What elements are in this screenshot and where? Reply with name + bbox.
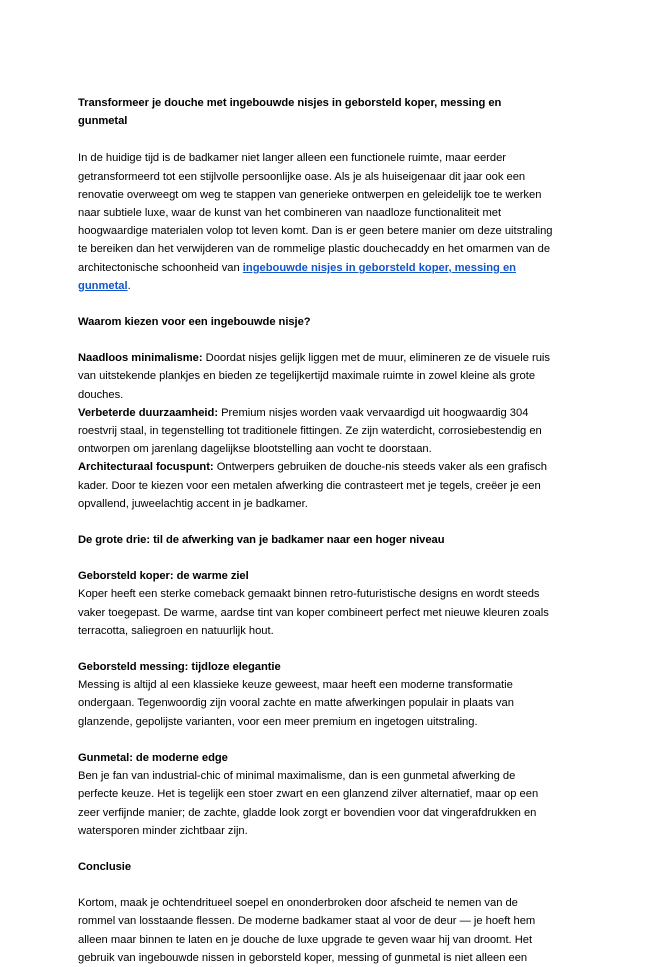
intro-text-part2: . (127, 279, 131, 292)
inline-link-ingebouwde-nisjes[interactable]: ingebouwde nisjes in geborsteld koper, messing en gunmetal (78, 261, 516, 292)
point-label: Architecturaal focuspunt: (78, 461, 214, 474)
point-naadloos-minimalisme (78, 349, 556, 404)
intro-text-part1: In de huidige tijd is de badkamer niet langer alleen een functionele ruimte, maar eerder getransformeerd tot een stijlvolle persoonlijke oase. Als je als huiseigenaar dit jaar ook een renovatie overweegt om weg te stappen van generieke ontwerpen en geleidelijk toe te werken naar subtiele luxe, waar de kunst van het combineren van naadloze functionaliteit met hoogwaardige materialen volop tot leven komt. Dan is er geen betere manier om deze uitstraling te bereiken dan het verwijderen van de rommelige plastic douchecaddy en het omarmen van de architectonische schoonheid van (78, 152, 553, 274)
heading-waarom-kiezen: Waarom kiezen voor een ingebouwde nisje? (78, 316, 311, 329)
intro-paragraph (78, 149, 556, 295)
point-text: Premium nisjes worden vaak vervaardigd uit hoogwaardig 304 roestvrij staal, in tegenstelling tot traditionele fittingen. Ze zijn waterdicht, corrosiebestendig en ontworpen om jarenlang dagelijkse blootstelling aan vocht te doorstaan. (78, 406, 542, 456)
point-architecturaal-focuspunt (78, 458, 556, 513)
point-verbeterde-duurzaamheid (78, 404, 556, 459)
page-title: Transformeer je douche met ingebouwde nisjes in geborsteld koper, messing en gunmetal (78, 97, 502, 128)
body-geborsteld-messing: Messing is altijd al een klassieke keuze geweest, maar heeft een moderne transformatie ondergaan. Tegenwoordig zijn vooral zachte en matte afwerkingen populair in plaats van glanzende, gepolijste varianten, voor een meer premium en ingetogen uitstraling. (78, 679, 514, 728)
point-label: Naadloos minimalisme: (78, 352, 203, 365)
item-geborsteld-koper (78, 567, 580, 640)
point-text: Doordat nisjes gelijk liggen met de muur, elimineren ze de visuele ruis van uitstekende plankjes en bieden ze tegelijkertijd maximale ruimte in zowel kleine als grote douches. (78, 352, 550, 401)
heading-de-grote-drie: De grote drie: til de afwerking van je badkamer naar een hoger niveau (78, 534, 445, 547)
item-gunmetal (78, 749, 580, 840)
body-gunmetal: Ben je fan van industrial-chic of minimal maximalisme, dan is een gunmetal afwerking de perfecte keuze. Het is tegelijk een stoer zwart en een glanzend zilver alternatief, maar op een zeer verfijnde manier; de zachte, gladde look zorgt er bovendien voor dat vingerafdrukken en watersporen minder zichtbaar zijn. (78, 770, 539, 837)
subheading-geborsteld-messing: Geborsteld messing: tijdloze elegantie (78, 661, 281, 674)
item-geborsteld-messing (78, 658, 580, 731)
point-text: Ontwerpers gebruiken de douche-nis steeds vaker als een grafisch kader. Door te kiezen voor een metalen afwerking die contrasteert met je tegels, creëer je een opvallend, juweelachtig accent in je badkamer. (78, 461, 547, 510)
subheading-gunmetal: Gunmetal: de moderne edge (78, 751, 228, 764)
body-conclusie: Kortom, maak je ochtendritueel soepel en ononderbroken door afscheid te nemen van de rommel van losstaande flessen. De moderne badkamer staat al voor de deur — je hoeft hem alleen maar binnen te laten en je douche de luxe upgrade te geven waar hij van droomt. Het gebruik van ingebouwde nissen in geborsteld koper, messing of gunmetal is niet alleen een (78, 897, 536, 964)
heading-conclusie: Conclusie (78, 860, 132, 873)
body-geborsteld-koper: Koper heeft een sterke comeback gemaakt binnen retro-futuristische designs en wordt steeds vaker toegepast. De warme, aardse tint van koper combineert perfect met nieuwe kleuren zoals terracotta, saliegroen en natuurlijk hout. (78, 588, 549, 637)
point-label: Verbeterde duurzaamheid: (78, 406, 219, 419)
subheading-geborsteld-koper: Geborsteld koper: de warme ziel (78, 570, 249, 583)
